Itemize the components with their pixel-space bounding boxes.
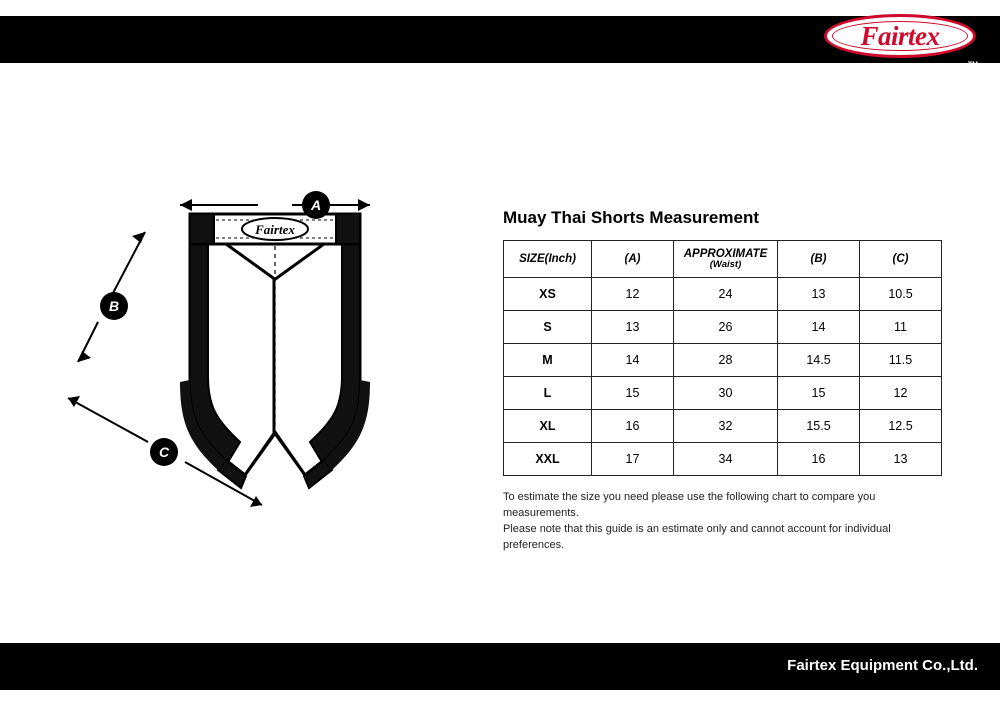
cell-c: 11.5 xyxy=(860,344,942,377)
measurement-panel xyxy=(503,208,943,554)
waistband-logo-text: Fairtex xyxy=(255,222,295,237)
waistband-left-end xyxy=(190,214,214,244)
cell-a: 15 xyxy=(592,377,674,410)
cell-a: 13 xyxy=(592,311,674,344)
logo-text: Fairtex xyxy=(860,20,940,51)
cell-size: XL xyxy=(504,410,592,443)
column-header-c: (C) xyxy=(860,241,942,278)
chart-title: Muay Thai Shorts Measurement xyxy=(503,208,760,227)
cell-b: 15 xyxy=(778,377,860,410)
cell-b: 16 xyxy=(778,443,860,476)
size-chart-table xyxy=(503,240,942,476)
column-header-size: SIZE(Inch) xyxy=(504,241,592,278)
cell-b: 14.5 xyxy=(778,344,860,377)
shorts-diagram xyxy=(40,170,480,530)
logo-tagline xyxy=(872,60,978,75)
footer-bar xyxy=(0,643,1000,690)
cell-c: 13 xyxy=(860,443,942,476)
column-header-approximate-sub: (Waist) xyxy=(709,258,742,270)
brand-logo xyxy=(802,14,982,76)
cell-c: 10.5 xyxy=(860,278,942,311)
cell-b: 15.5 xyxy=(778,410,860,443)
table-row xyxy=(504,410,942,443)
table-row xyxy=(504,377,942,410)
size-note-line-2: Please note that this guide is an estimate only and cannot account for individual preferences. xyxy=(503,522,891,551)
logo-oval-shape xyxy=(824,14,976,58)
footer-company-name: Fairtex Equipment Co.,Ltd. xyxy=(787,657,978,674)
cell-a: 12 xyxy=(592,278,674,311)
cell-a: 14 xyxy=(592,344,674,377)
cell-c: 12 xyxy=(860,377,942,410)
cell-c: 12.5 xyxy=(860,410,942,443)
size-note-line-1: To estimate the size you need please use the following chart to compare you measurements. xyxy=(503,491,876,519)
callout-badge-b: B xyxy=(100,292,128,320)
trademark-icon: TM xyxy=(967,61,978,69)
column-header-a: (A) xyxy=(592,241,674,278)
cell-size: L xyxy=(504,377,592,410)
cell-size: XXL xyxy=(504,443,592,476)
column-header-b: (B) xyxy=(778,241,860,278)
table-header-row xyxy=(504,241,942,278)
logo-tagline-text: BE INSPIRED xyxy=(871,60,968,75)
cell-waist: 34 xyxy=(674,443,778,476)
table-row xyxy=(504,344,942,377)
cell-a: 16 xyxy=(592,410,674,443)
cell-c: 11 xyxy=(860,311,942,344)
arrow-head-a-left xyxy=(180,199,192,211)
table-row xyxy=(504,311,942,344)
cell-size: M xyxy=(504,344,592,377)
table-row xyxy=(504,278,942,311)
cell-waist: 32 xyxy=(674,410,778,443)
cell-b: 13 xyxy=(778,278,860,311)
column-header-approximate xyxy=(674,241,778,278)
shorts-diagram-svg xyxy=(40,170,480,530)
cell-waist: 28 xyxy=(674,344,778,377)
cell-waist: 26 xyxy=(674,311,778,344)
callout-badge-a: A xyxy=(302,191,330,219)
cell-size: XS xyxy=(504,278,592,311)
cell-waist: 30 xyxy=(674,377,778,410)
arrow-head-c-top xyxy=(68,396,80,407)
cell-waist: 24 xyxy=(674,278,778,311)
arrow-head-a-right xyxy=(358,199,370,211)
size-note xyxy=(503,490,943,554)
cell-b: 14 xyxy=(778,311,860,344)
waistband-right-end xyxy=(336,214,360,244)
table-row xyxy=(504,443,942,476)
arrow-head-c-bottom xyxy=(250,496,262,507)
callout-badge-c: C xyxy=(150,438,178,466)
column-header-approximate-label: APPROXIMATE xyxy=(683,247,768,260)
cell-a: 17 xyxy=(592,443,674,476)
cell-size: S xyxy=(504,311,592,344)
